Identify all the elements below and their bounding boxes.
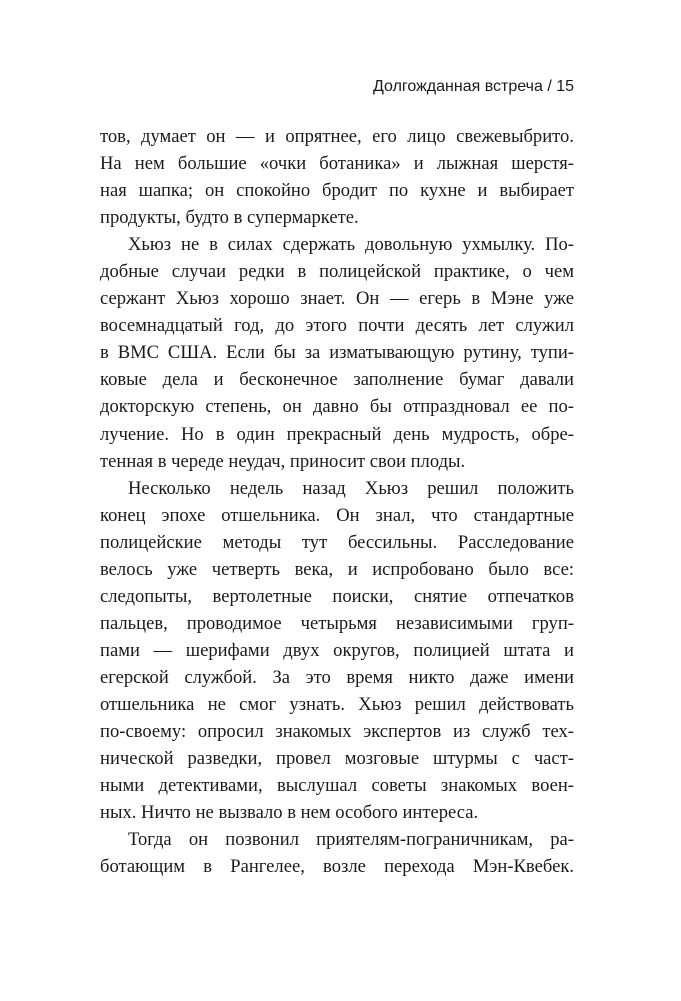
text-line: продукты, будто в супермаркете.	[100, 207, 359, 229]
text-line: по-своему: опросил знакомых экспертов из служб тех-	[100, 721, 574, 743]
running-header: Долгожданная встреча / 15	[373, 78, 574, 95]
text-line: пами — шерифами двух округов, полицией штата и	[100, 639, 574, 661]
text-line: сержант Хьюз хорошо знает. Он — егерь в Мэне уже	[100, 288, 574, 310]
text-line: добные случаи редки в полицейской практике, о чем	[100, 261, 574, 283]
text-line: ботающим в Рангелее, возле перехода Мэн-Квебек.	[100, 856, 574, 878]
paragraph	[100, 231, 574, 474]
paragraph	[100, 123, 574, 231]
text-line: полицейские методы тут бессильны. Расследование	[100, 531, 574, 553]
text-line: лучение. Но в один прекрасный день мудрость, обре-	[100, 423, 574, 445]
text-line: следопыты, вертолетные поиски, снятие отпечатков	[100, 585, 574, 607]
text-line: ными детективами, выслушал советы знакомых воен-	[100, 775, 574, 797]
text-line: Тогда он позвонил приятелям-пограничникам, ра-	[128, 829, 574, 851]
text-line: ковые дела и бесконечное заполнение бумаг давали	[100, 369, 574, 391]
text-line: конец эпохе отшельника. Он знал, что стандартные	[100, 504, 574, 526]
text-line: тенная в череде неудач, приносит свои плоды.	[100, 450, 466, 472]
text-line: в ВМС США. Если бы за изматывающую рутину, тупи-	[100, 342, 574, 364]
text-line: докторскую степень, он давно бы отпраздновал ее по-	[100, 396, 574, 418]
paragraph	[100, 475, 574, 827]
body-text	[100, 123, 574, 880]
paragraph	[100, 826, 574, 880]
text-line: На нем большие «очки ботаника» и лыжная шерстя-	[100, 153, 574, 175]
text-line: нической разведки, провел мозговые штурмы с част-	[100, 748, 574, 770]
text-line: Несколько недель назад Хьюз решил положить	[128, 477, 574, 499]
text-line: тов, думает он — и опрятнее, его лицо свежевыбрито.	[100, 126, 574, 147]
text-line: ных. Ничто не вызвало в нем особого интереса.	[100, 802, 479, 824]
text-line: восемнадцатый год, до этого почти десять лет служил	[100, 315, 574, 337]
text-line: ная шапка; он спокойно бродит по кухне и выбирает	[100, 180, 574, 202]
text-line: егерской службой. За это время никто даже имени	[100, 666, 574, 688]
text-line: отшельника не смог узнать. Хьюз решил действовать	[100, 693, 574, 715]
text-line: велось уже четверть века, и испробовано было все:	[100, 558, 574, 580]
text-line: Хьюз не в силах сдержать довольную ухмылку. По-	[128, 234, 574, 256]
text-line: пальцев, проводимое четырьмя независимыми груп-	[100, 612, 574, 634]
